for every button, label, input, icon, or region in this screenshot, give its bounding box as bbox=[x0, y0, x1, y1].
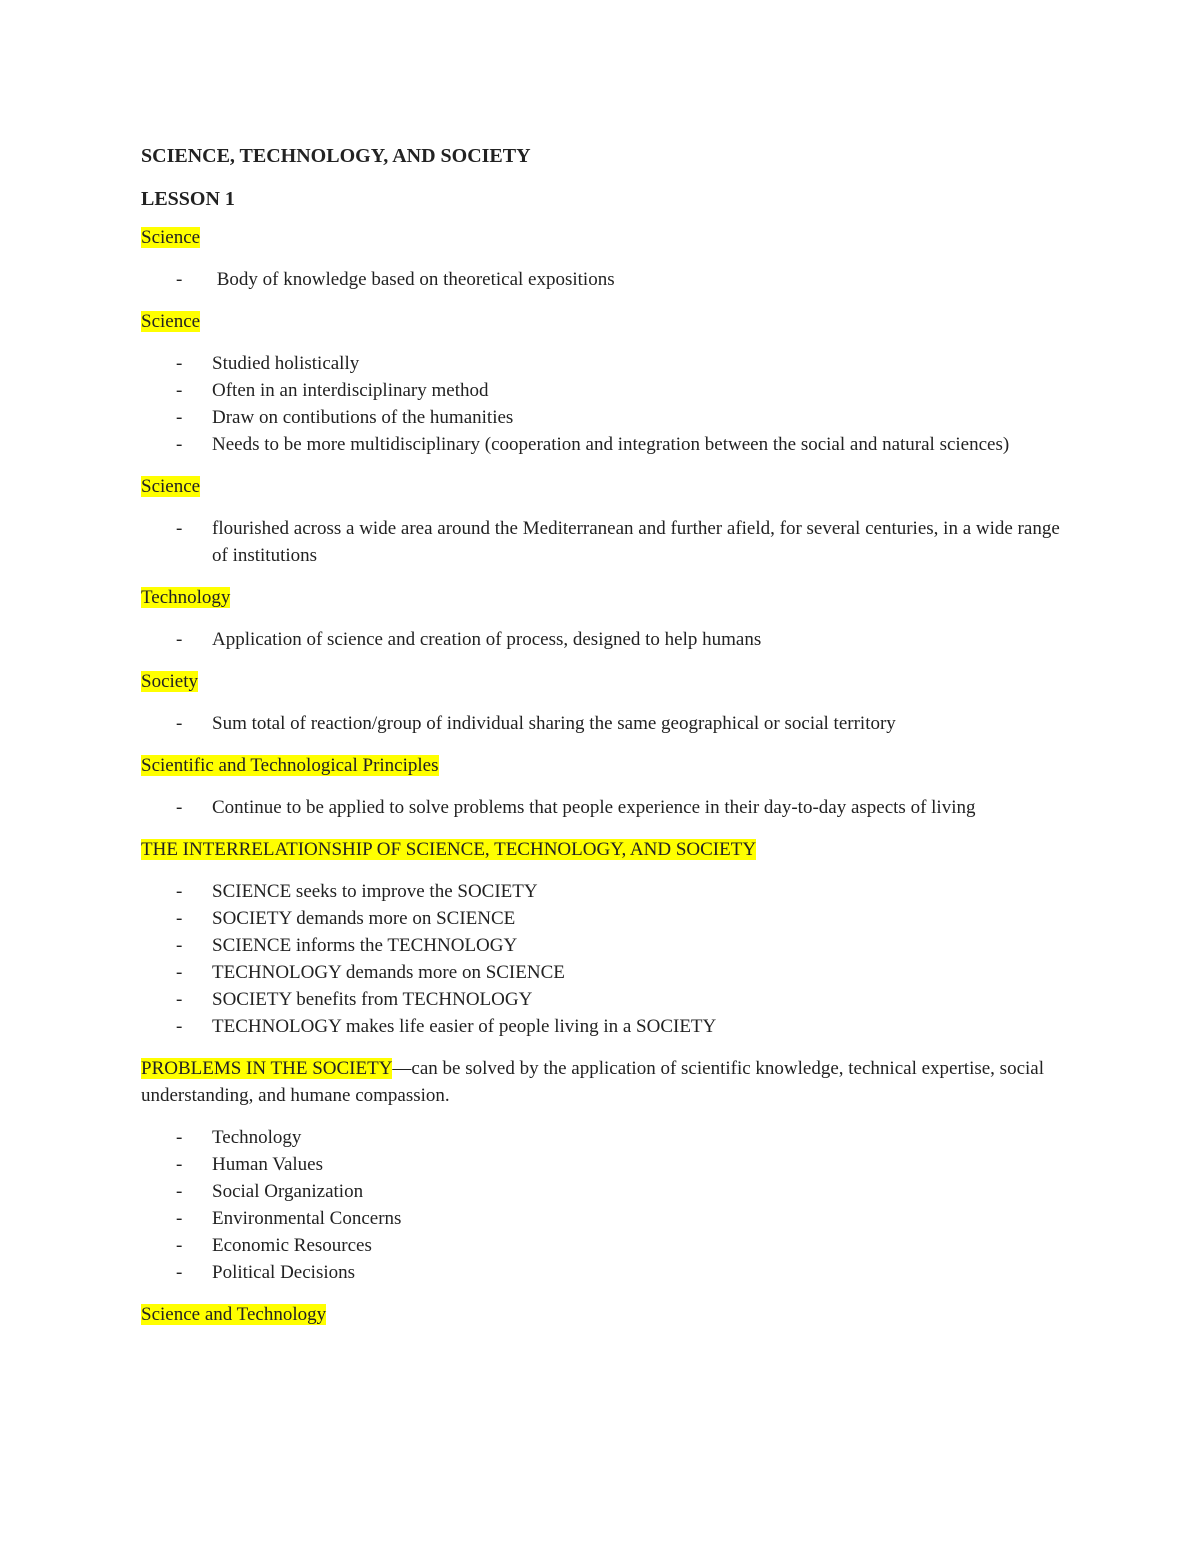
list-item: - flourished across a wide area around the Mediterranean and further afield, for several centuries, in a wide range of institutions bbox=[141, 515, 1061, 569]
bullet-list bbox=[141, 350, 1061, 458]
section-heading: THE INTERRELATIONSHIP OF SCIENCE, TECHNOLOGY, AND SOCIETY bbox=[141, 839, 757, 860]
list-item: - TECHNOLOGY demands more on SCIENCE bbox=[141, 959, 1061, 986]
list-item: - SCIENCE seeks to improve the SOCIETY bbox=[141, 878, 1061, 905]
list-item: - Economic Resources bbox=[141, 1232, 1061, 1259]
list-item: - Environmental Concerns bbox=[141, 1205, 1061, 1232]
section-heading: Science bbox=[141, 227, 201, 248]
list-item: - SCIENCE informs the TECHNOLOGY bbox=[141, 932, 1061, 959]
list-item: - Sum total of reaction/group of individual sharing the same geographical or social territory bbox=[141, 710, 1061, 737]
list-item: - Application of science and creation of process, designed to help humans bbox=[141, 626, 1061, 653]
list-item: - Social Organization bbox=[141, 1178, 1061, 1205]
bullet-list bbox=[141, 1124, 1061, 1286]
list-item: - Draw on contibutions of the humanities bbox=[141, 404, 1061, 431]
list-item: - TECHNOLOGY makes life easier of people living in a SOCIETY bbox=[141, 1013, 1061, 1040]
bullet-list bbox=[141, 266, 1061, 293]
section-heading: Society bbox=[141, 671, 198, 692]
section-heading: Science and Technology bbox=[141, 1304, 327, 1325]
section-heading: Technology bbox=[141, 587, 231, 608]
bullet-list bbox=[141, 515, 1061, 569]
section-heading: Science bbox=[141, 311, 201, 332]
list-item: - Technology bbox=[141, 1124, 1061, 1151]
document-page bbox=[141, 138, 1061, 1328]
section-science-3 bbox=[141, 473, 1061, 569]
bullet-list bbox=[141, 626, 1061, 653]
list-item: - SOCIETY benefits from TECHNOLOGY bbox=[141, 986, 1061, 1013]
section-heading: PROBLEMS IN THE SOCIETY bbox=[141, 1058, 393, 1079]
list-item: - Political Decisions bbox=[141, 1259, 1061, 1286]
section-text: —can be solved by the application of scientific knowledge, technical expertise, social understanding, and humane compassion. bbox=[141, 1058, 1044, 1106]
section-science-2 bbox=[141, 308, 1061, 458]
list-item: - Studied holistically bbox=[141, 350, 1061, 377]
section-principles bbox=[141, 752, 1061, 821]
list-item: - Continue to be applied to solve problems that people experience in their day-to-day aspects of living bbox=[141, 794, 1061, 821]
list-item: - Often in an interdisciplinary method bbox=[141, 377, 1061, 404]
bullet-list bbox=[141, 878, 1061, 1040]
section-problems bbox=[141, 1055, 1061, 1286]
list-item: - SOCIETY demands more on SCIENCE bbox=[141, 905, 1061, 932]
section-heading: Science bbox=[141, 476, 201, 497]
section-science-and-technology bbox=[141, 1301, 1061, 1328]
list-item: - Needs to be more multidisciplinary (cooperation and integration between the social and natural sciences) bbox=[141, 431, 1061, 458]
section-science-1 bbox=[141, 224, 1061, 293]
list-item: - Body of knowledge based on theoretical expositions bbox=[141, 266, 1061, 293]
document-title: SCIENCE, TECHNOLOGY, AND SOCIETY bbox=[141, 145, 531, 167]
section-interrelationship bbox=[141, 836, 1061, 1040]
list-item: - Human Values bbox=[141, 1151, 1061, 1178]
section-society bbox=[141, 668, 1061, 737]
section-technology bbox=[141, 584, 1061, 653]
section-heading: Scientific and Technological Principles bbox=[141, 755, 439, 776]
bullet-list bbox=[141, 710, 1061, 737]
bullet-list bbox=[141, 794, 1061, 821]
lesson-title: LESSON 1 bbox=[141, 188, 235, 210]
